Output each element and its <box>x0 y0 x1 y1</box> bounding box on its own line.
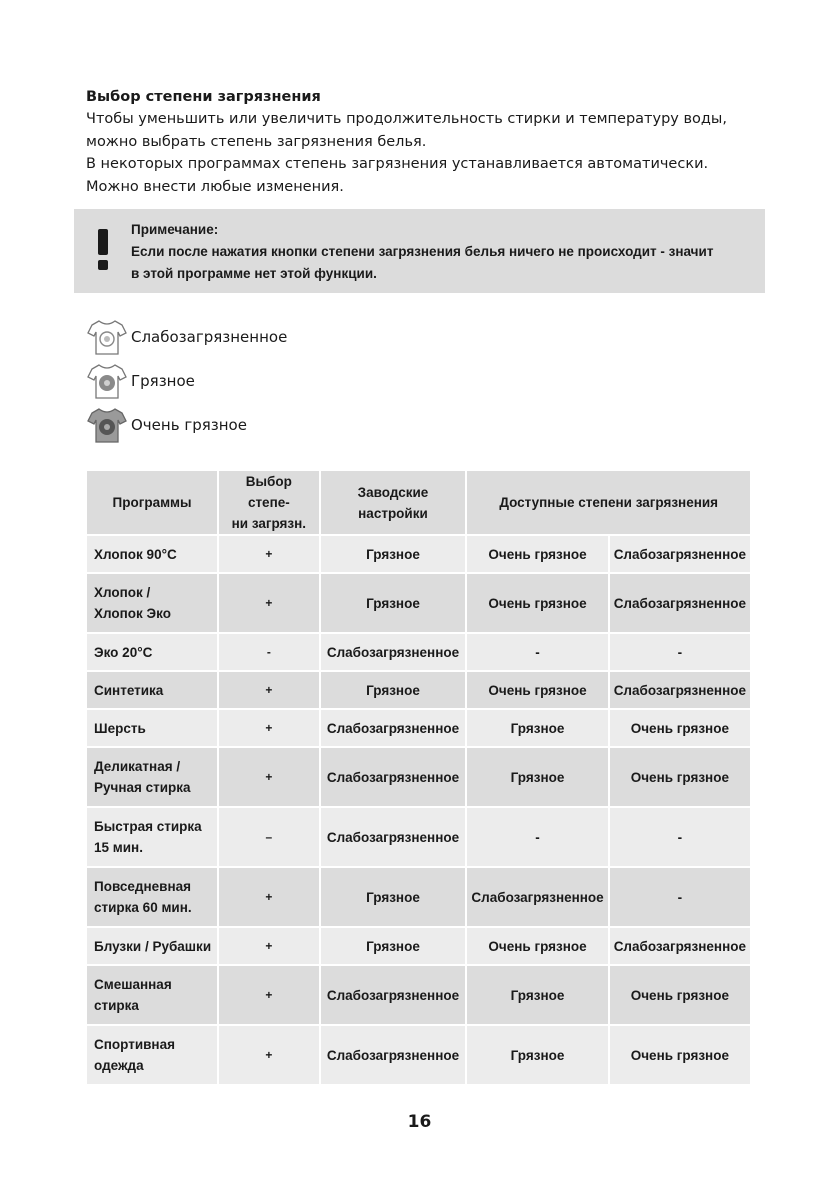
soil-select-cell: + <box>219 1026 318 1084</box>
program-cell <box>87 928 217 964</box>
intro-line-2: можно выбрать степень загрязнения белья. <box>86 133 427 150</box>
intro-line-3: В некоторых программах степень загрязнения устанавливается автоматически. <box>86 156 709 172</box>
available-level-1-cell: Грязное <box>467 710 607 746</box>
program-name-line-2: Хлопок Эко <box>94 606 171 621</box>
program-name-line-1: Деликатная / <box>94 759 181 774</box>
available-level-1-cell: Очень грязное <box>467 928 607 964</box>
soil-select-cell: + <box>219 710 318 746</box>
program-name-line-1: Эко 20°C <box>94 644 153 660</box>
soil-select-cell: + <box>219 574 318 632</box>
program-name-line-2: Ручная стирка <box>94 780 191 795</box>
intro-section <box>86 86 766 198</box>
program-name-line-1: Быстрая стирка <box>94 819 202 834</box>
header-programs: Программы <box>87 471 217 534</box>
available-level-2-cell: Очень грязное <box>610 748 750 806</box>
table-row <box>87 634 750 670</box>
program-cell <box>87 748 217 806</box>
page-number: 16 <box>407 1112 432 1132</box>
intro-line-1: Чтобы уменьшить или увеличить продолжительность стирки и температуру воды, <box>86 111 727 127</box>
table-row <box>87 574 750 632</box>
soil-select-cell: – <box>219 808 318 866</box>
available-level-2-cell: Слабозагрязненное <box>610 536 750 572</box>
available-level-2-cell: - <box>610 868 750 926</box>
program-cell <box>87 634 217 670</box>
soil-level-heavy <box>86 403 486 447</box>
shirt-light-soil-icon <box>86 317 128 357</box>
soil-level-normal <box>86 359 486 403</box>
available-level-1-cell: Слабозагрязненное <box>467 868 607 926</box>
available-level-1-cell: Грязное <box>467 748 607 806</box>
program-name-line-2: стирка 60 мин. <box>94 900 192 915</box>
available-level-1-cell: - <box>467 634 607 670</box>
header-factory-line-1: Заводские <box>357 484 429 500</box>
table-row <box>87 710 750 746</box>
program-cell <box>87 966 217 1024</box>
header-soil-select-line-1: Выбор степе- <box>245 474 292 510</box>
soil-select-cell: + <box>219 868 318 926</box>
factory-setting-cell: Грязное <box>321 868 466 926</box>
intro-line-4: Можно внести любые изменения. <box>86 178 344 195</box>
available-level-1-cell: Очень грязное <box>467 574 607 632</box>
soil-level-light <box>86 315 486 359</box>
available-level-2-cell: Очень грязное <box>610 966 750 1024</box>
program-name-line-1: Блузки / Рубашки <box>94 938 212 954</box>
soil-level-legend <box>86 315 486 447</box>
available-level-2-cell: Очень грязное <box>610 1026 750 1084</box>
header-available-levels: Доступные степени загрязнения <box>467 471 750 534</box>
program-cell <box>87 672 217 708</box>
available-level-2-cell: Слабозагрязненное <box>610 928 750 964</box>
note-title: Примечание: <box>131 222 219 237</box>
available-level-2-cell: - <box>610 808 750 866</box>
soil-select-cell: + <box>219 536 318 572</box>
note-line-2: в этой программе нет этой функции. <box>131 266 377 281</box>
available-level-2-cell: Очень грязное <box>610 710 750 746</box>
table-row <box>87 928 750 964</box>
header-factory-line-2: настройки <box>358 505 428 521</box>
program-cell <box>87 808 217 866</box>
factory-setting-cell: Слабозагрязненное <box>321 634 466 670</box>
program-name-line-1: Смешанная <box>94 977 172 992</box>
shirt-heavy-soil-icon <box>86 405 128 445</box>
soil-level-table <box>85 469 752 1086</box>
note-box <box>74 209 765 293</box>
soil-select-cell: + <box>219 672 318 708</box>
program-cell <box>87 574 217 632</box>
factory-setting-cell: Слабозагрязненное <box>321 710 466 746</box>
program-name-line-1: Синтетика <box>94 682 164 698</box>
table-row <box>87 748 750 806</box>
factory-setting-cell: Грязное <box>321 928 466 964</box>
table-row <box>87 966 750 1024</box>
section-heading: Выбор степени загрязнения <box>86 89 321 105</box>
soil-select-cell: + <box>219 748 318 806</box>
available-level-1-cell: Очень грязное <box>467 536 607 572</box>
table-row <box>87 1026 750 1084</box>
soil-level-heavy-label: Очень грязное <box>131 416 247 434</box>
factory-setting-cell: Слабозагрязненное <box>321 1026 466 1084</box>
program-cell <box>87 868 217 926</box>
exclamation-icon <box>96 229 110 271</box>
available-level-1-cell: Грязное <box>467 1026 607 1084</box>
header-factory-settings <box>321 471 466 534</box>
available-level-2-cell: Слабозагрязненное <box>610 574 750 632</box>
shirt-normal-soil-icon <box>86 361 128 401</box>
table-row <box>87 808 750 866</box>
available-level-1-cell: Очень грязное <box>467 672 607 708</box>
program-name-line-1: Шерсть <box>94 720 146 736</box>
note-line-1: Если после нажатия кнопки степени загрязнения белья ничего не происходит - значит <box>131 244 714 259</box>
program-name-line-2: стирка <box>94 998 139 1013</box>
available-level-2-cell: - <box>610 634 750 670</box>
program-name-line-1: Хлопок / <box>94 585 151 600</box>
available-level-1-cell: Грязное <box>467 966 607 1024</box>
program-name-line-1: Спортивная <box>94 1037 175 1052</box>
factory-setting-cell: Грязное <box>321 536 466 572</box>
factory-setting-cell: Слабозагрязненное <box>321 808 466 866</box>
table-row <box>87 536 750 572</box>
program-cell <box>87 1026 217 1084</box>
factory-setting-cell: Грязное <box>321 672 466 708</box>
factory-setting-cell: Грязное <box>321 574 466 632</box>
soil-select-cell: + <box>219 928 318 964</box>
table-row <box>87 868 750 926</box>
program-name-line-1: Хлопок 90°C <box>94 546 177 562</box>
table-row <box>87 672 750 708</box>
program-name-line-1: Повседневная <box>94 879 191 894</box>
header-soil-select <box>219 471 318 534</box>
table-header-row <box>87 471 750 534</box>
factory-setting-cell: Слабозагрязненное <box>321 748 466 806</box>
soil-select-cell: + <box>219 966 318 1024</box>
program-cell <box>87 710 217 746</box>
program-name-line-2: 15 мин. <box>94 840 143 855</box>
soil-select-cell: - <box>219 634 318 670</box>
factory-setting-cell: Слабозагрязненное <box>321 966 466 1024</box>
header-soil-select-line-2: ни загрязн. <box>231 516 307 531</box>
program-name-line-2: одежда <box>94 1058 144 1073</box>
soil-level-light-label: Слабозагрязненное <box>131 328 288 346</box>
available-level-1-cell: - <box>467 808 607 866</box>
soil-level-normal-label: Грязное <box>131 372 195 390</box>
available-level-2-cell: Слабозагрязненное <box>610 672 750 708</box>
program-cell <box>87 536 217 572</box>
